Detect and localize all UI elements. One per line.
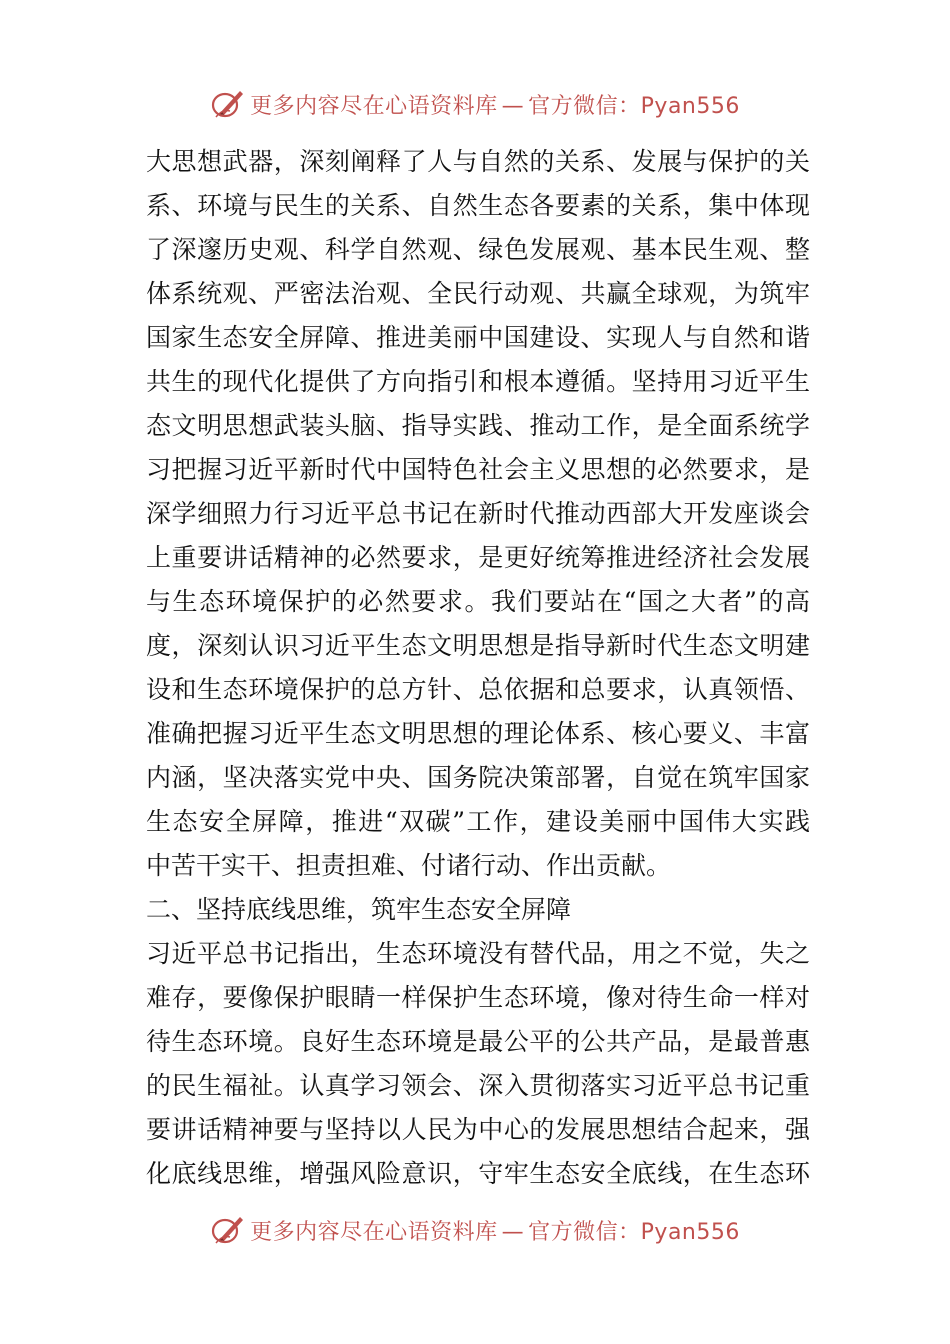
document-body bbox=[146, 140, 810, 1196]
body-line: 难存，要像保护眼睛一样保护生态环境，像对待生命一样对 bbox=[146, 983, 810, 1012]
footer-banner bbox=[0, 1210, 950, 1250]
body-line: 国家生态安全屏障、推进美丽中国建设、实现人与自然和谐 bbox=[146, 323, 810, 352]
body-line: 准确把握习近平生态文明思想的理论体系、核心要义、丰富 bbox=[146, 719, 810, 748]
body-line: 与生态环境保护的必然要求。我们要站在“国之大者”的高 bbox=[146, 587, 810, 616]
section-heading: 二、坚持底线思维，筑牢生态安全屏障 bbox=[146, 895, 572, 924]
body-line: 体系统观、严密法治观、全民行动观、共赢全球观，为筑牢 bbox=[146, 279, 810, 308]
quill-pen-logo-icon bbox=[210, 1213, 246, 1247]
body-line: 上重要讲话精神的必然要求，是更好统筹推进经济社会发展 bbox=[146, 543, 810, 572]
quill-pen-logo-icon bbox=[210, 87, 246, 121]
footer-contact-label: 官方微信： bbox=[528, 1219, 641, 1245]
body-line: 深学细照力行习近平总书记在新时代推动西部大开发座谈会 bbox=[146, 499, 810, 528]
body-line: 内涵，坚决落实党中央、国务院决策部署，自觉在筑牢国家 bbox=[146, 763, 810, 792]
body-line: 要讲话精神要与坚持以人民为中心的发展思想结合起来，强 bbox=[146, 1115, 810, 1144]
header-banner bbox=[0, 84, 950, 124]
body-line: 的民生福祉。认真学习领会、深入贯彻落实习近平总书记重 bbox=[146, 1071, 810, 1100]
body-line: 共生的现代化提供了方向指引和根本遵循。坚持用习近平生 bbox=[146, 367, 810, 396]
header-brand-text: 更多内容尽在心语资料库 bbox=[250, 93, 498, 119]
body-line: 习近平总书记指出，生态环境没有替代品，用之不觉，失之 bbox=[146, 939, 810, 968]
header-banner-text bbox=[250, 89, 740, 120]
footer-dash: — bbox=[501, 1219, 525, 1245]
header-contact-id: Pyan556 bbox=[640, 93, 740, 119]
body-line: 化底线思维，增强风险意识，守牢生态安全底线，在生态环 bbox=[146, 1159, 810, 1188]
body-line: 系、环境与民生的关系、自然生态各要素的关系，集中体现 bbox=[146, 191, 810, 220]
footer-contact-id: Pyan556 bbox=[640, 1219, 740, 1245]
header-contact-label: 官方微信： bbox=[528, 93, 641, 119]
body-line: 态文明思想武装头脑、指导实践、推动工作，是全面系统学 bbox=[146, 411, 810, 440]
footer-brand-text: 更多内容尽在心语资料库 bbox=[250, 1219, 498, 1245]
footer-banner-text bbox=[250, 1215, 740, 1246]
body-line: 习把握习近平新时代中国特色社会主义思想的必然要求，是 bbox=[146, 455, 810, 484]
body-line: 生态安全屏障，推进“双碳”工作，建设美丽中国伟大实践 bbox=[146, 807, 810, 836]
body-line: 待生态环境。良好生态环境是最公平的公共产品，是最普惠 bbox=[146, 1027, 810, 1056]
body-line: 设和生态环境保护的总方针、总依据和总要求，认真领悟、 bbox=[146, 675, 810, 704]
body-line: 了深邃历史观、科学自然观、绿色发展观、基本民生观、整 bbox=[146, 235, 810, 264]
header-dash: — bbox=[501, 93, 525, 119]
body-line: 中苦干实干、担责担难、付诸行动、作出贡献。 bbox=[146, 851, 672, 880]
body-line: 大思想武器，深刻阐释了人与自然的关系、发展与保护的关 bbox=[146, 147, 810, 176]
body-line: 度，深刻认识习近平生态文明思想是指导新时代生态文明建 bbox=[146, 631, 810, 660]
